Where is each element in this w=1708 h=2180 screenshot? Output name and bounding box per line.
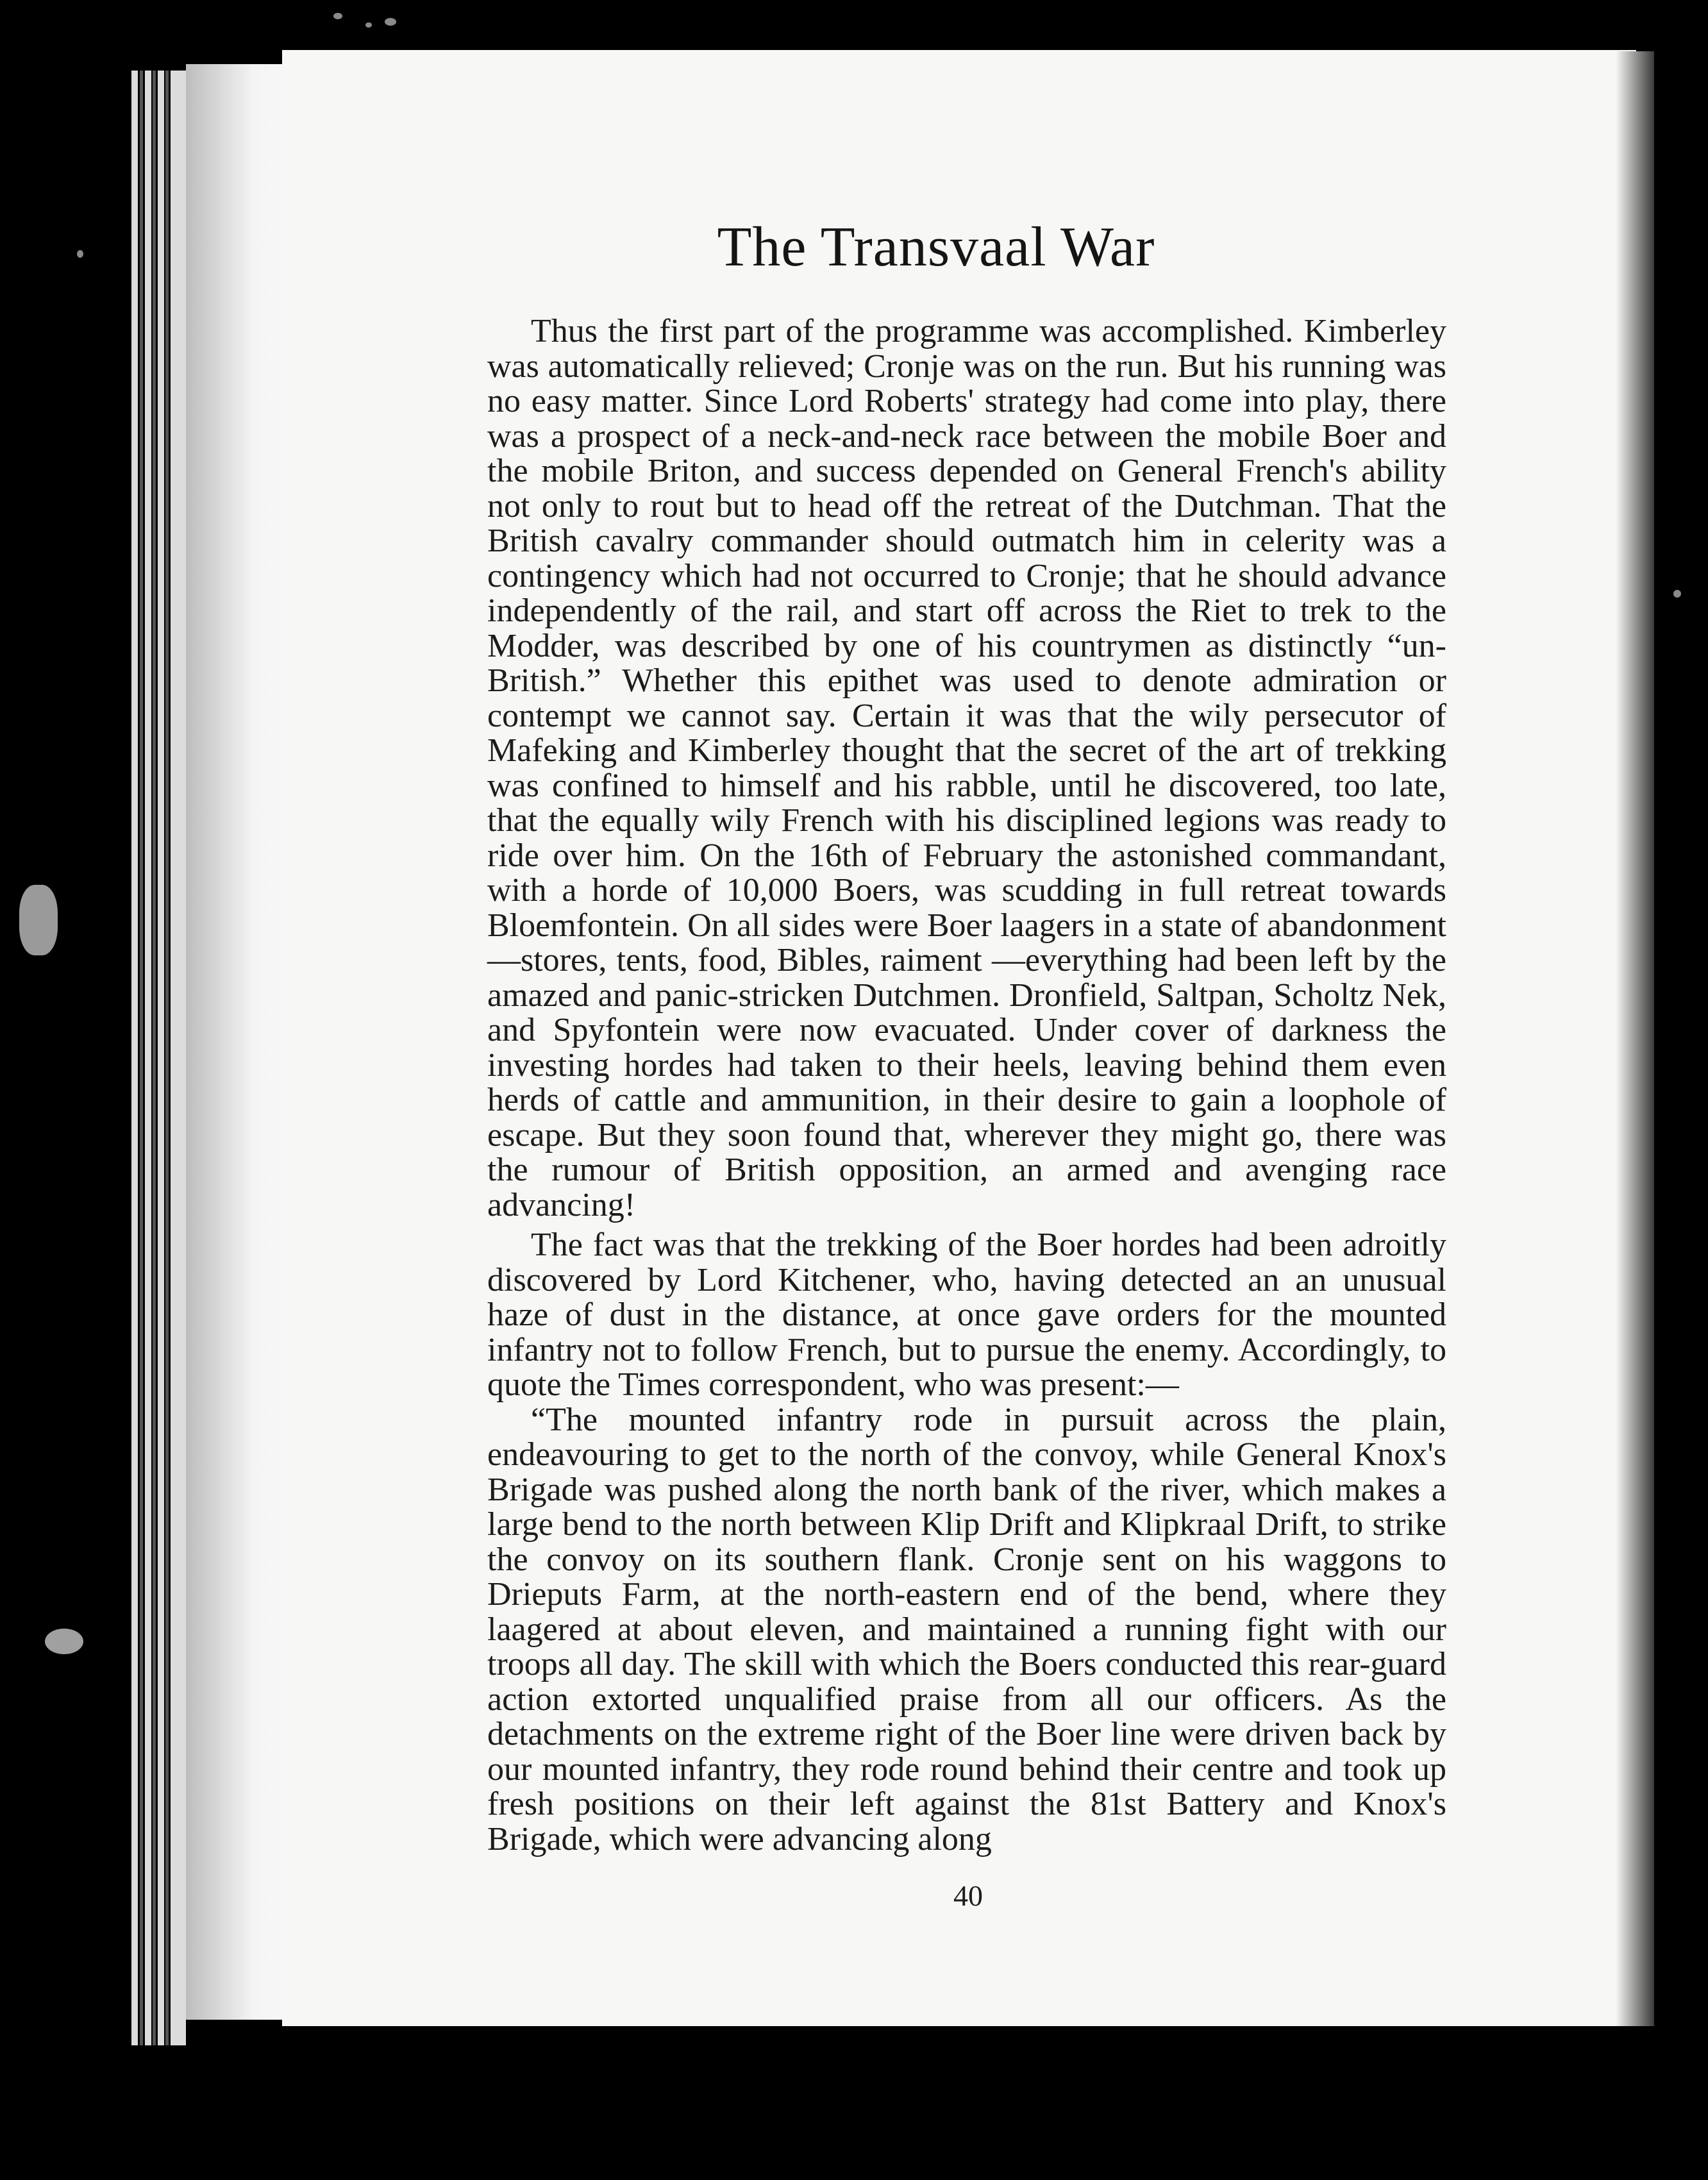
page-title: The Transvaal War (717, 216, 1155, 278)
page-edge (140, 71, 143, 2045)
page-edge (131, 71, 138, 2045)
scan-speck (365, 22, 372, 28)
page-edge (158, 71, 164, 2045)
body-text (487, 314, 1446, 1857)
page-edge (165, 71, 169, 2045)
paragraph: The fact was that the trekking of the Boer hordes had been adroitly discovered by Lord Kitchener, who, having detected an an unusual haze of dust in the distance, at once gave orders for the mounted infantry not to follow French, but to pursue the enemy. Accordingly, to quote the Times correspondent, who was present:— (487, 1227, 1446, 1403)
scan-speck (77, 250, 83, 258)
page-edge (153, 71, 156, 2045)
page-edge (145, 71, 151, 2045)
scan-speck (333, 13, 342, 19)
paragraph: Thus the first part of the programme was accomplished. Kimberley was automatically relieved; Cronje was on the run. But his running was no easy matter. Since Lord Roberts' strategy had come into play, there was a prospect of a neck-and-neck race between the mobile Boer and the mobile Briton, and success depended on General French's ability not only to rout but to head off the retreat of the Dutchman. That the British cavalry commander should outmatch him in celerity was a contingency which had not occurred to Cronje; that he should advance independently of the rail, and start off across the Riet to trek to the Modder, was described by one of his countrymen as distinctly “un-British.” Whether this epithet was used to denote admiration or contempt we cannot say. Certain it was that the wily persecutor of Mafeking and Kimberley thought that the secret of the art of trekking was confined to himself and his rabble, until he discovered, too late, that the equally wily French with his disciplined legions was ready to ride over him. On the 16th of February the astonished commandant, with a horde of 10,000 Boers, was scudding in full retreat towards Bloemfontein. On all sides were Boer laagers in a state of abandonment—stores, tents, food, Bibles, raiment —everything had been left by the amazed and panic-stricken Dutchmen. Dronfield, Saltpan, Scholtz Nek, and Spyfontein were now evacuated. Under cover of darkness the investing hordes had taken to their heels, leaving behind them even herds of cattle and ammunition, in their desire to gain a loophole of escape. But they soon found that, wherever they might go, there was the rumour of British opposition, an armed and avenging race advancing! (487, 313, 1446, 1223)
book-gutter (186, 64, 282, 2020)
scan-speck (385, 18, 396, 26)
scan-speck (1673, 590, 1681, 598)
scan-speck (19, 885, 58, 955)
page-number: 40 (953, 1879, 983, 1912)
page-shadow (1616, 51, 1654, 2026)
quote-paragraph: “The mounted infantry rode in pursuit across the plain, endeavouring to get to the north of the convoy, while General Knox's Brigade was pushed along the north bank of the river, which makes a large bend to the north between Klip Drift and Klipkraal Drift, to strike the convoy on its southern flank. Cronje sent on his waggons to Drieputs Farm, at the north-eastern end of the bend, where they laagered at about eleven, and maintained a running fight with our troops all day. The skill with which the Boers conducted this rear-guard action extorted unqualified praise from all our officers. As the detachments on the extreme right of the Boer line were driven back by our mounted infantry, they rode round behind their centre and took up fresh positions on their left against the 81st Battery and Knox's Brigade, which were advancing along (487, 1401, 1446, 1857)
page-edge (171, 71, 186, 2045)
scan-speck (45, 1629, 83, 1654)
